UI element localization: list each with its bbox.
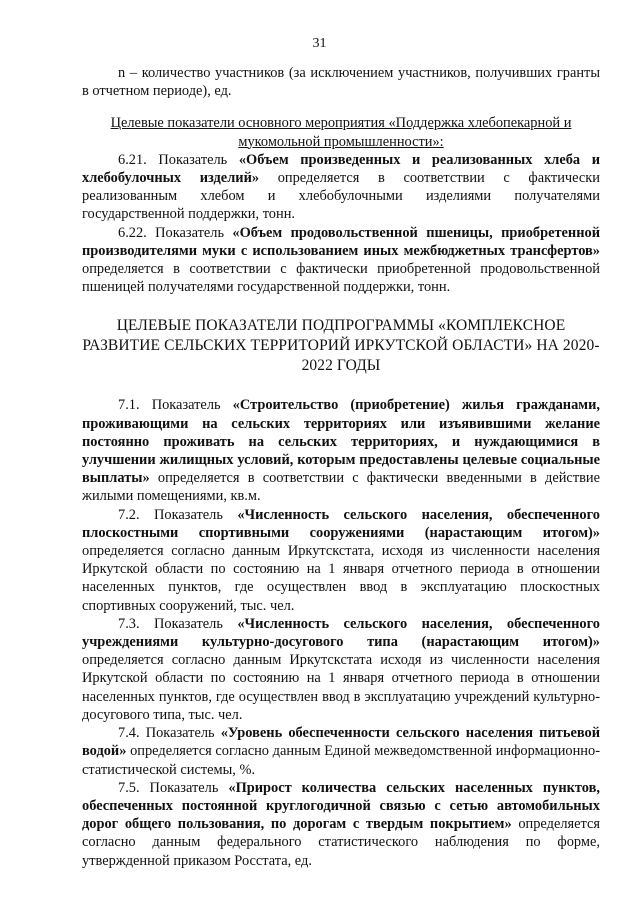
indicator-definition: определяется согласно данным Иркутскстата, исходя из численности населения Иркутской области по состоянию на 1 января отчетного периода в отношении населенных пунктов, где осуществлен ввод в эксплуатацию плоскостных спортивных сооружений, тыс. чел. [82,543,600,614]
indicator-name: «Объем продовольственной пшеницы, приобретенной производителями муки с использованием иных межбюджетных трансфертов» [82,224,600,259]
section-title: ЦЕЛЕВЫЕ ПОКАЗАТЕЛИ ПОДПРОГРАММЫ «КОМПЛЕКСНОЕ РАЗВИТИЕ СЕЛЬСКИХ ТЕРРИТОРИЙ ИРКУТСКОЙ ОБЛАСТИ» НА 2020-2022 ГОДЫ [82,317,600,375]
indicator-prefix: 6.21. Показатель [118,151,239,168]
indicator-prefix: 6.22. Показатель [118,224,233,241]
indicator-prefix: 7.5. Показатель [118,779,229,796]
indicator-definition: определяется в соответствии с фактически реализованным хлебом и хлебобулочными изделиями получателями государственной поддержки, тонн. [82,170,600,223]
indicator-prefix: 7.3. Показатель [118,615,238,632]
intro-paragraph: n – количество участников (за исключением участников, получивших гранты в отчетном периоде), ед. [82,65,600,100]
indicator-definition: определяется в соответствии с фактически приобретенной продовольственной пшеницей получателями государственной поддержки, тонн. [82,261,600,296]
indicator-definition: определяется согласно данным федерального статистического наблюдения по форме, утвержденной приказом Росстата, ед. [82,816,600,869]
indicator-name: «Уровень обеспеченности сельского населения питьевой водой» [82,725,600,760]
indicator-name: «Численность сельского населения, обеспеченного плоскостными спортивными сооружениями (нарастающим итогом)» [82,506,600,541]
indicator-prefix: 7.4. Показатель [118,725,221,742]
indicator-paragraph-7-3 [82,615,600,724]
indicator-definition: определяется в соответствии с фактически введенными в действие жилыми помещениями, кв.м. [82,470,600,505]
indicator-name: «Объем произведенных и реализованных хлеба и хлебобулочных изделий» [82,151,600,187]
page-number: 31 [312,36,327,51]
subsection-heading: Целевые показатели основного мероприятия «Поддержка хлебопекарной и мукомольной промышленности»: [110,115,572,150]
indicator-paragraph-6-21 [82,151,600,224]
indicator-paragraph-7-2 [82,506,600,615]
indicator-prefix: 7.1. Показатель [118,397,233,414]
indicator-definition: определяется согласно данным Единой межведомственной информационно-статистической системы, %. [82,743,600,778]
indicator-paragraph-7-4 [82,724,600,779]
indicator-definition: определяется согласно данным Иркутскстата исходя из численности населения Иркутской области по состоянию на 1 января отчетного периода в отношении населенных пунктов, где осуществлен ввод в эксплуатацию учреждений культурно-досугового типа, тыс. чел. [82,652,600,723]
indicator-paragraph-7-1 [82,396,600,505]
indicator-name: «Численность сельского населения, обеспеченного учреждениями культурно-досугового типа (нарастающим итогом)» [82,615,600,651]
indicator-prefix: 7.2. Показатель [118,506,238,523]
indicator-paragraph-7-5 [82,779,600,870]
document-body [82,64,600,870]
indicator-name: «Строительство (приобретение) жилья гражданами, проживающими на сельских территориях или изъявившими желание постоянно проживать на сельских территориях, и нуждающимися в улучшении жилищных условий, которым предоставлены целевые социальные выплаты» [82,397,600,487]
indicator-name: «Прирост количества сельских населенных пунктов, обеспеченных постоянной круглогодичной связью с сетью автомобильных дорог общего пользования, по дорогам с твердым покрытием» [82,779,600,833]
indicator-paragraph-6-22 [82,224,600,297]
